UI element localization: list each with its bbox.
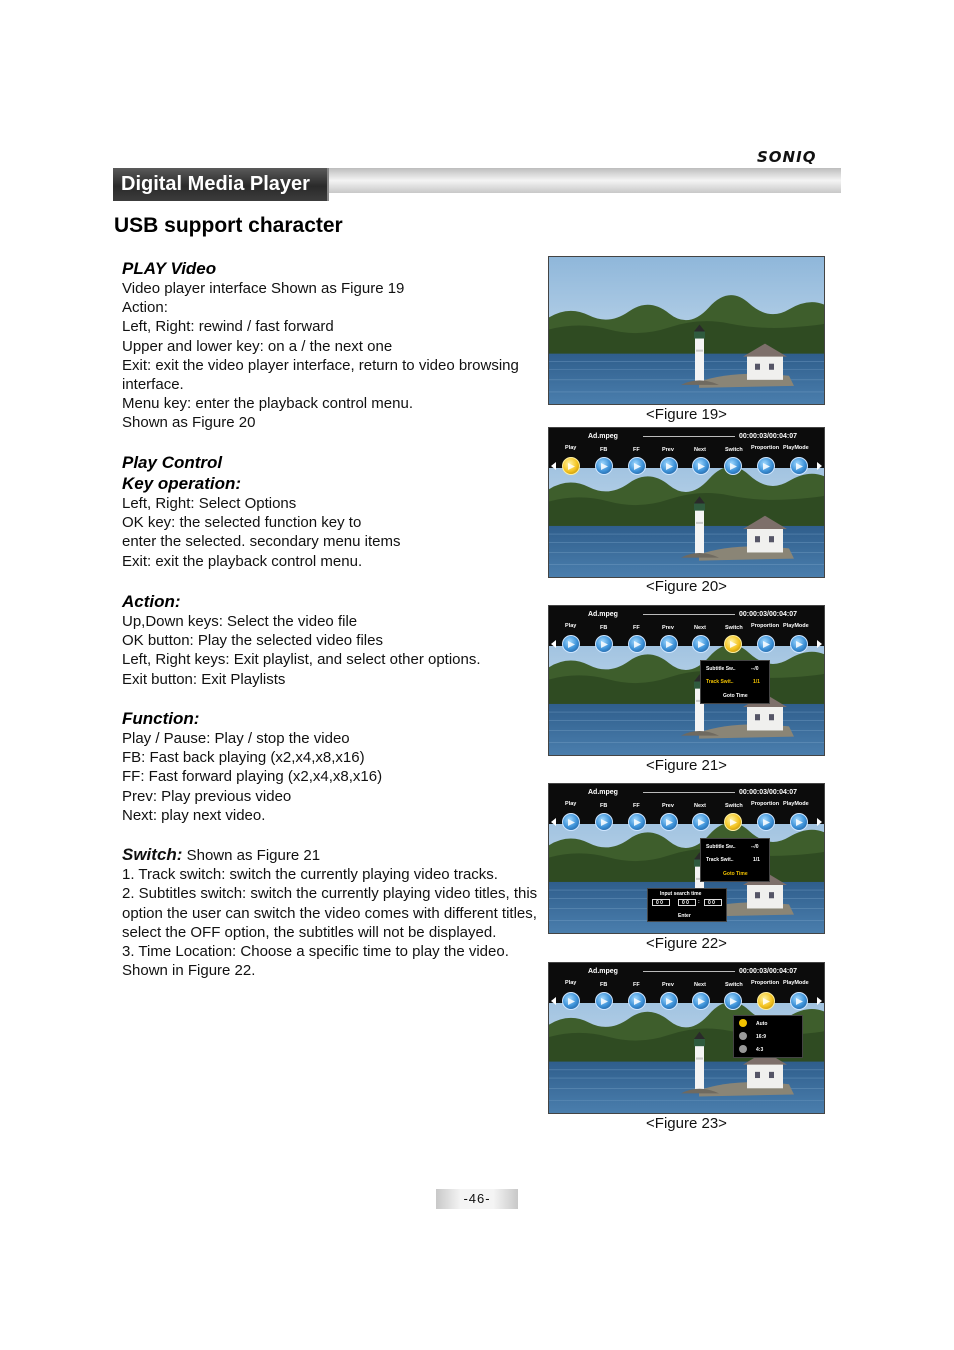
osd-progress-bar <box>643 614 735 615</box>
time-input-enter[interactable]: Enter <box>678 913 691 919</box>
next-button[interactable] <box>692 813 710 831</box>
switch-icon <box>730 641 737 648</box>
figure-23 <box>548 962 825 1114</box>
osd-filename: Ad.mpeg <box>588 433 618 440</box>
track-value: 1/1 <box>753 857 760 863</box>
osd-label-playmode: PlayMode <box>783 801 809 807</box>
previous-icon <box>666 819 673 826</box>
switch-menu <box>700 660 770 704</box>
osd-label-ff: FF <box>633 447 640 453</box>
play-video-line: Video player interface Shown as Figure 19 <box>122 280 405 297</box>
osd-label-playmode: PlayMode <box>783 623 809 629</box>
osd-label-switch: Switch <box>725 625 743 631</box>
switch-section <box>122 845 542 980</box>
play-video-section <box>122 258 542 433</box>
figure-21 <box>548 605 825 756</box>
prev-button[interactable] <box>660 635 678 653</box>
function-section <box>122 708 542 825</box>
proportion-button[interactable] <box>757 992 775 1010</box>
osd-label-playmode: PlayMode <box>783 445 809 451</box>
figure-21-caption: <Figure 21> <box>646 757 727 774</box>
switch-icon <box>730 819 737 826</box>
figure-20-caption: <Figure 20> <box>646 578 727 595</box>
fb-button[interactable] <box>595 457 613 475</box>
osd-button-row <box>553 635 821 655</box>
playmode-button[interactable] <box>790 813 808 831</box>
subtitle-value: --/0 <box>751 666 759 672</box>
proportion-menu <box>733 1015 803 1058</box>
figure-19 <box>548 256 825 405</box>
play-pause-button[interactable] <box>562 457 580 475</box>
switch-icon <box>730 463 737 470</box>
next-button[interactable] <box>692 992 710 1010</box>
play-pause-button[interactable] <box>562 635 580 653</box>
play-icon <box>568 641 575 648</box>
figure-23-caption: <Figure 23> <box>646 1115 727 1132</box>
lake-lighthouse-image <box>549 257 824 404</box>
switch-icon <box>730 998 737 1005</box>
play-icon <box>568 998 575 1005</box>
osd-label-proportion: Proportion <box>751 801 780 807</box>
proportion-icon <box>763 819 770 826</box>
play-control-line: Left, Right: Select Options <box>122 495 297 512</box>
proportion-button[interactable] <box>757 635 775 653</box>
playmode-button[interactable] <box>790 457 808 475</box>
time-input-title: Input search time <box>660 891 702 897</box>
play-video-line: Action: <box>122 299 168 317</box>
widescreen-option-icon <box>739 1032 747 1040</box>
function-line: FB: Fast back playing (x2,x4,x8,x16) <box>122 749 365 767</box>
play-pause-button[interactable] <box>562 813 580 831</box>
osd-label-switch: Switch <box>725 447 743 453</box>
previous-icon <box>666 641 673 648</box>
track-switch-item[interactable]: Track Swit.. <box>706 857 734 863</box>
play-control-line: Exit: exit the playback control menu. <box>122 552 363 570</box>
osd-progress-bar <box>643 436 735 437</box>
ff-button[interactable] <box>628 813 646 831</box>
rewind-icon <box>601 463 608 470</box>
action-heading: Action: <box>122 592 181 611</box>
osd-button-row <box>553 992 821 1012</box>
figure-20 <box>548 427 825 578</box>
osd-button-row <box>553 457 821 477</box>
previous-icon <box>666 463 673 470</box>
osd-label-play: Play <box>565 445 577 451</box>
fast-forward-icon <box>634 998 641 1005</box>
osd-time: 00:00:03/00:04:07 <box>739 611 797 618</box>
function-line: Play / Pause: Play / stop the video <box>122 730 350 747</box>
osd-filename: Ad.mpeg <box>588 789 618 796</box>
auto-option-icon <box>739 1019 747 1027</box>
proportion-button[interactable] <box>757 813 775 831</box>
osd-label-playmode: PlayMode <box>783 980 809 986</box>
figure-22 <box>548 783 825 934</box>
switch-button[interactable] <box>724 457 742 475</box>
goto-time-item[interactable]: Goto Time <box>723 871 748 877</box>
goto-time-item[interactable]: Goto Time <box>723 693 748 699</box>
osd-label-prev: Prev <box>662 625 674 631</box>
osd-label-play: Play <box>565 623 577 629</box>
figure-22-caption: <Figure 22> <box>646 935 727 952</box>
action-section <box>122 591 542 689</box>
time-input-minutes[interactable]: 0 0 <box>678 899 696 906</box>
osd-label-proportion: Proportion <box>751 980 780 986</box>
key-operation-heading: Key operation: <box>122 474 242 493</box>
playmode-icon <box>796 819 803 826</box>
subtitle-switch-item[interactable]: Subtitle Sw.. <box>706 666 736 672</box>
time-input-hours[interactable]: 0 0 <box>652 899 670 906</box>
fb-button[interactable] <box>595 635 613 653</box>
standard-option-icon <box>739 1045 747 1053</box>
osd-button-row <box>553 813 821 833</box>
osd-label-fb: FB <box>600 982 608 988</box>
fast-forward-icon <box>634 641 641 648</box>
play-video-line: Upper and lower key: on a / the next one <box>122 337 393 355</box>
play-video-heading: PLAY Video <box>122 259 217 278</box>
next-button[interactable] <box>692 457 710 475</box>
previous-icon <box>666 998 673 1005</box>
proportion-option-auto[interactable]: Auto <box>756 1021 768 1027</box>
function-line: Prev: Play previous video <box>122 787 292 805</box>
osd-filename: Ad.mpeg <box>588 611 618 618</box>
track-value: 1/1 <box>753 679 760 685</box>
playmode-button[interactable] <box>790 635 808 653</box>
page-number: -46- <box>463 1191 491 1206</box>
playmode-icon <box>796 998 803 1005</box>
play-control-line: OK key: the selected function key to <box>122 514 362 532</box>
switch-line: 1. Track switch: switch the currently playing video tracks. <box>122 866 498 884</box>
osd-label-next: Next <box>694 625 706 631</box>
switch-button[interactable] <box>724 813 742 831</box>
track-switch-item[interactable]: Track Swit.. <box>706 679 734 685</box>
rewind-icon <box>601 998 608 1005</box>
action-line: OK button: Play the selected video files <box>122 632 383 650</box>
function-line: Next: play next video. <box>122 806 266 824</box>
switch-heading-suffix: Shown as Figure 21 <box>182 847 321 864</box>
play-icon <box>568 463 575 470</box>
next-icon <box>698 998 705 1005</box>
next-icon <box>698 463 705 470</box>
page-title: USB support character <box>114 214 343 237</box>
osd-label-next: Next <box>694 982 706 988</box>
play-control-heading: Play Control <box>122 453 223 472</box>
osd-label-switch: Switch <box>725 803 743 809</box>
ff-button[interactable] <box>628 457 646 475</box>
next-icon <box>698 819 705 826</box>
prev-button[interactable] <box>660 457 678 475</box>
section-title: Digital Media Player <box>121 173 310 195</box>
play-control-section <box>122 452 542 571</box>
switch-button[interactable] <box>724 635 742 653</box>
prev-button[interactable] <box>660 813 678 831</box>
osd-label-play: Play <box>565 980 577 986</box>
play-video-line: Left, Right: rewind / fast forward <box>122 318 334 336</box>
play-icon <box>568 819 575 826</box>
osd-progress-bar <box>643 792 735 793</box>
fb-button[interactable] <box>595 992 613 1010</box>
subtitle-value: --/0 <box>751 844 759 850</box>
action-line: Exit button: Exit Playlists <box>122 670 286 688</box>
osd-label-proportion: Proportion <box>751 623 780 629</box>
proportion-icon <box>763 463 770 470</box>
osd-label-ff: FF <box>633 803 640 809</box>
osd-label-fb: FB <box>600 447 608 453</box>
osd-filename: Ad.mpeg <box>588 968 618 975</box>
osd-label-prev: Prev <box>662 447 674 453</box>
proportion-icon <box>763 998 770 1005</box>
osd-label-fb: FB <box>600 625 608 631</box>
proportion-button[interactable] <box>757 457 775 475</box>
osd-label-fb: FB <box>600 803 608 809</box>
osd-label-ff: FF <box>633 625 640 631</box>
next-button[interactable] <box>692 635 710 653</box>
proportion-option-4-3[interactable]: 4:3 <box>756 1047 764 1053</box>
osd-label-ff: FF <box>633 982 640 988</box>
switch-menu <box>700 838 770 882</box>
figure-19-caption: <Figure 19> <box>646 406 727 423</box>
fb-button[interactable] <box>595 813 613 831</box>
osd-time: 00:00:03/00:04:07 <box>739 433 797 440</box>
play-video-line: Menu key: enter the playback control menu. <box>122 395 413 413</box>
function-line: FF: Fast forward playing (x2,x4,x8,x16) <box>122 768 383 786</box>
osd-time: 00:00:03/00:04:07 <box>739 968 797 975</box>
fast-forward-icon <box>634 819 641 826</box>
play-video-line: Shown as Figure 20 <box>122 414 256 432</box>
play-pause-button[interactable] <box>562 992 580 1010</box>
switch-line: 2. Subtitles switch: switch the currently playing video titles, this option the user can switch the video comes with different titles, select the OFF option, the subtitles will not be displayed. <box>122 885 538 941</box>
playmode-icon <box>796 641 803 648</box>
function-heading: Function: <box>122 709 200 728</box>
playmode-button[interactable] <box>790 992 808 1010</box>
fast-forward-icon <box>634 463 641 470</box>
osd-label-proportion: Proportion <box>751 445 780 451</box>
switch-heading-line <box>122 845 542 865</box>
next-icon <box>698 641 705 648</box>
prev-button[interactable] <box>660 992 678 1010</box>
time-input-box <box>647 888 727 922</box>
osd-label-play: Play <box>565 801 577 807</box>
play-control-line: enter the selected. secondary menu items <box>122 533 401 551</box>
osd-label-switch: Switch <box>725 982 743 988</box>
proportion-option-16-9[interactable]: 16:9 <box>756 1034 767 1040</box>
play-video-line: Exit: exit the video player interface, return to video browsing interface. <box>122 356 519 394</box>
osd-label-next: Next <box>694 803 706 809</box>
osd-label-prev: Prev <box>662 803 674 809</box>
switch-button[interactable] <box>724 992 742 1010</box>
switch-heading: Switch: <box>122 845 183 864</box>
rewind-icon <box>601 819 608 826</box>
switch-line: 3. Time Location: Choose a specific time to play the video. Shown in Figure 22. <box>122 943 509 980</box>
action-line: Left, Right keys: Exit playlist, and select other options. <box>122 651 481 669</box>
action-line: Up,Down keys: Select the video file <box>122 613 358 630</box>
osd-label-next: Next <box>694 447 706 453</box>
ff-button[interactable] <box>628 635 646 653</box>
playmode-icon <box>796 463 803 470</box>
rewind-icon <box>601 641 608 648</box>
proportion-icon <box>763 641 770 648</box>
osd-progress-bar <box>643 971 735 972</box>
brand-logo: SONIQ <box>757 148 817 166</box>
ff-button[interactable] <box>628 992 646 1010</box>
time-input-seconds[interactable]: 0 0 <box>704 899 722 906</box>
time-input-separator: : <box>698 899 700 905</box>
osd-time: 00:00:03/00:04:07 <box>739 789 797 796</box>
osd-label-prev: Prev <box>662 982 674 988</box>
subtitle-switch-item[interactable]: Subtitle Sw.. <box>706 844 736 850</box>
